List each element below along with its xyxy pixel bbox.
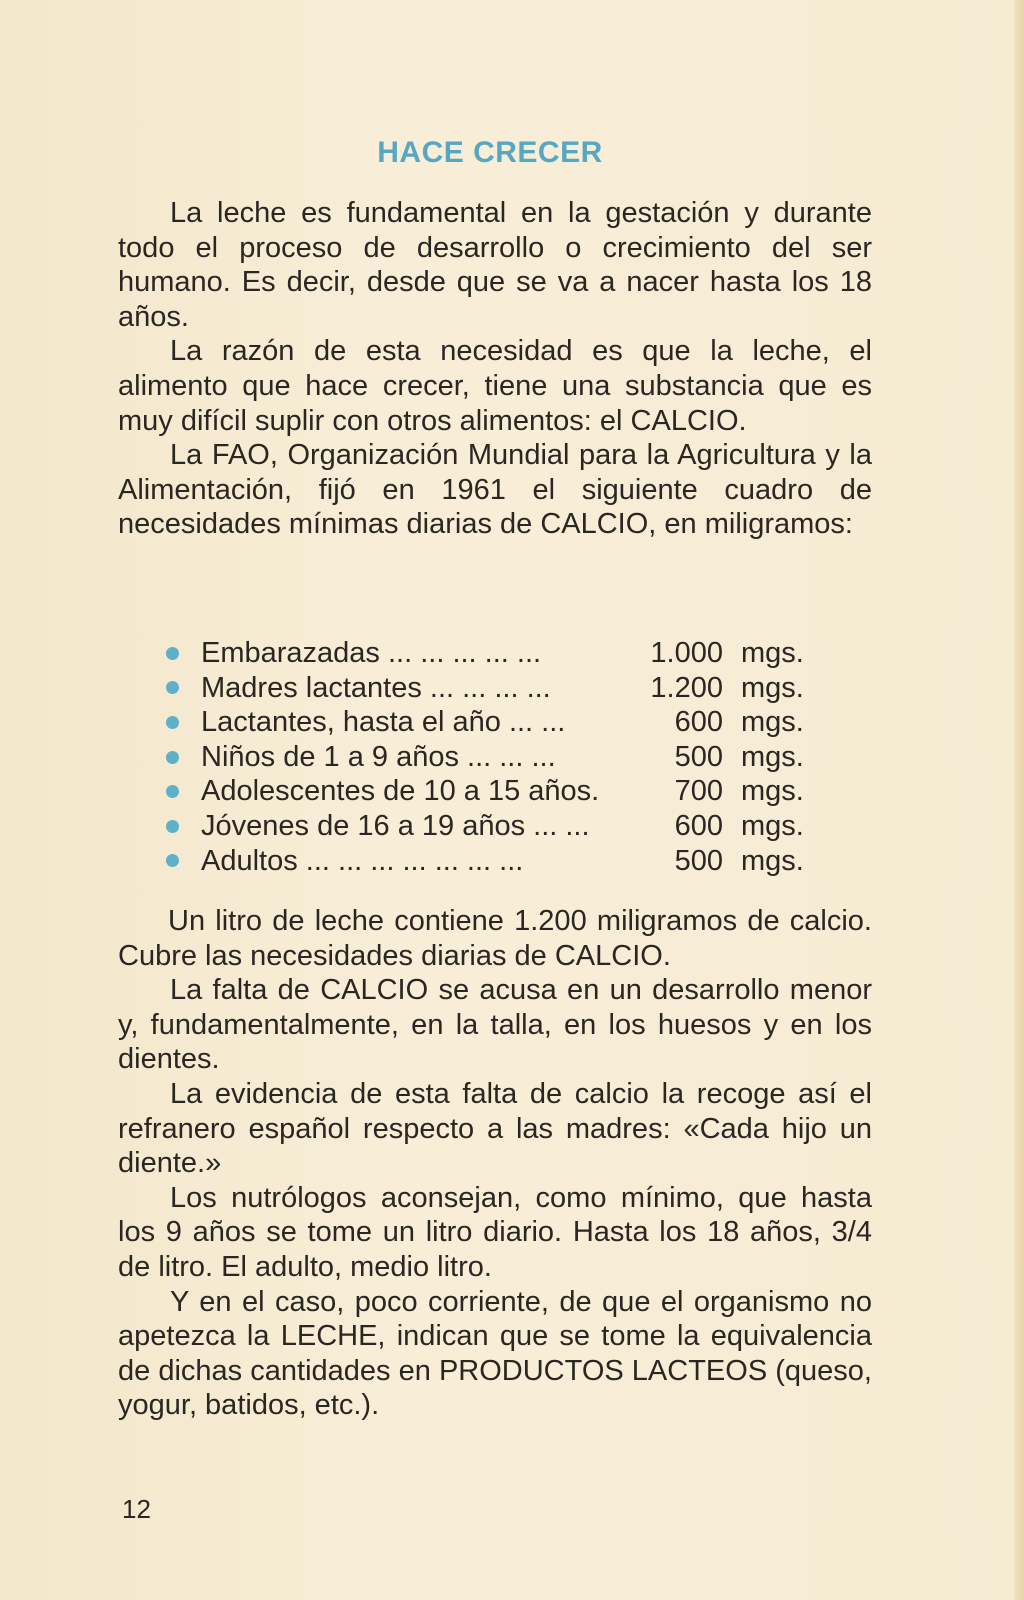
requirement-label: Jóvenes de 16 a 19 años ... ... bbox=[201, 809, 590, 842]
requirement-unit: mgs. bbox=[741, 809, 804, 842]
bullet-icon bbox=[166, 647, 179, 660]
list-item bbox=[166, 636, 826, 671]
requirement-value: 1.200 bbox=[650, 671, 723, 704]
list-item bbox=[166, 671, 826, 706]
requirement-value: 700 bbox=[674, 775, 723, 808]
requirement-label: Lactantes, hasta el año ... ... bbox=[201, 706, 566, 739]
paragraph-2: La razón de esta necesidad es que la leche, el alimento que hace crecer, tiene una substancia que es muy difícil suplir con otros alimentos: el CALCIO. bbox=[118, 335, 872, 437]
list-item bbox=[166, 705, 826, 740]
requirement-label: Niños de 1 a 9 años ... ... ... bbox=[201, 740, 556, 773]
bullet-icon bbox=[166, 820, 179, 833]
requirement-label: Embarazadas ... ... ... ... ... bbox=[201, 637, 542, 669]
requirement-unit: mgs. bbox=[741, 740, 804, 773]
requirement-value: 500 bbox=[674, 740, 723, 773]
requirement-value: 600 bbox=[674, 706, 723, 739]
page-title: HACE CRECER bbox=[377, 136, 603, 169]
page-number: 12 bbox=[122, 1494, 151, 1524]
requirement-unit: mgs. bbox=[741, 671, 804, 704]
requirement-value: 600 bbox=[674, 809, 723, 842]
requirement-value: 500 bbox=[674, 844, 723, 877]
bullet-icon bbox=[166, 716, 179, 729]
intro-text bbox=[118, 196, 872, 542]
requirement-unit: mgs. bbox=[741, 844, 804, 877]
requirement-label: Adultos ... ... ... ... ... ... ... bbox=[201, 844, 524, 877]
calcium-requirements-list bbox=[166, 636, 826, 878]
requirement-label: Adolescentes de 10 a 15 años. bbox=[201, 775, 600, 808]
requirement-unit: mgs. bbox=[741, 775, 804, 808]
paragraph-3: La FAO, Organización Mundial para la Agricultura y la Alimentación, fijó en 1961 el siguiente cuadro de necesidades mínimas diarias de CALCIO, en miligramos: bbox=[118, 439, 872, 541]
paragraph-7: Los nutrólogos aconsejan, como mínimo, que hasta los 9 años se tome un litro diario. Hasta los 18 años, 3/4 de litro. El adulto, medio litro. bbox=[118, 1181, 872, 1283]
list-item bbox=[166, 809, 826, 844]
bullet-icon bbox=[166, 681, 179, 694]
requirement-unit: mgs. bbox=[741, 637, 804, 669]
list-item bbox=[166, 740, 826, 775]
page-edge bbox=[1014, 0, 1024, 1600]
paragraph-4: Un litro de leche contiene 1.200 miligramos de calcio. Cubre las necesidades diarias de CALCIO. bbox=[118, 905, 872, 972]
paragraph-1: La leche es fundamental en la gestación y durante todo el proceso de desarrollo o crecimiento del ser humano. Es decir, desde que se va a nacer hasta los 18 años. bbox=[118, 197, 872, 333]
closing-text bbox=[118, 904, 872, 1423]
bullet-icon bbox=[166, 854, 179, 867]
requirement-unit: mgs. bbox=[741, 706, 804, 739]
list-item bbox=[166, 844, 826, 879]
bullet-icon bbox=[166, 751, 179, 764]
bullet-icon bbox=[166, 785, 179, 798]
list-item bbox=[166, 774, 826, 809]
paragraph-6: La evidencia de esta falta de calcio la recoge así el refranero español respecto a las madres: «Cada hijo un diente.» bbox=[118, 1077, 872, 1180]
requirement-label: Madres lactantes ... ... ... ... bbox=[201, 671, 551, 704]
paragraph-8: Y en el caso, poco corriente, de que el organismo no apetezca la LECHE, indican que se tome la equivalencia de dichas cantidades en PRODUCTOS LACTEOS (queso, yogur, batidos, etc.). bbox=[118, 1285, 872, 1422]
paragraph-5: La falta de CALCIO se acusa en un desarrollo menor y, fundamentalmente, en la talla, en los huesos y en los dientes. bbox=[118, 974, 872, 1076]
requirement-value: 1.000 bbox=[650, 637, 723, 669]
